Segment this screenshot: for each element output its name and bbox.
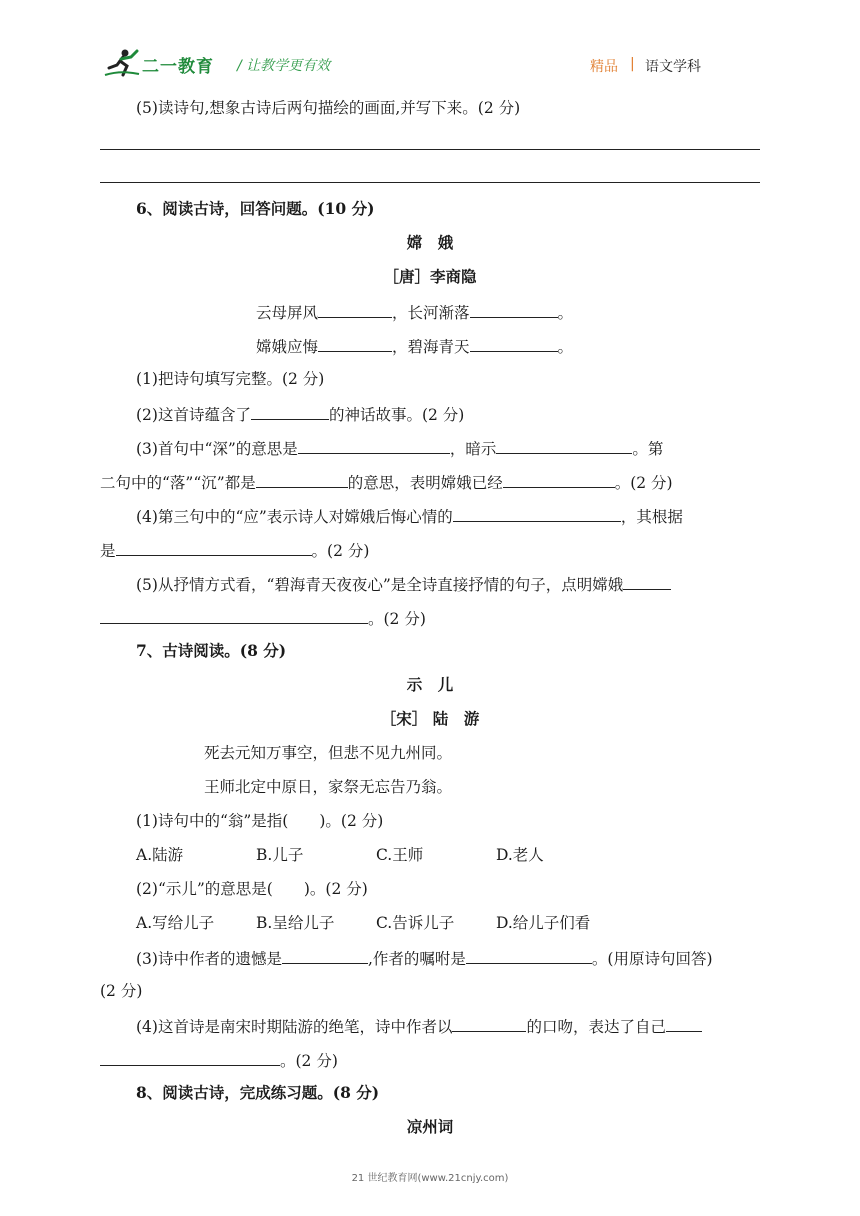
prev-q-item5: (5)读诗句,想象古诗后两句描绘的画面,并写下来。(2 分) bbox=[136, 99, 521, 117]
q6-line2-part-b: ，碧海青天 bbox=[392, 338, 470, 356]
q6-sub4-part-c: 是 bbox=[100, 542, 116, 560]
q7-sub3-blank-2[interactable] bbox=[466, 947, 592, 964]
q6-sub5-part-b: 。(2 分) bbox=[368, 610, 426, 628]
q7-poem-title: 示 儿 bbox=[406, 675, 454, 694]
q7-sub2-option-c[interactable]: C.告诉儿子 bbox=[376, 914, 455, 932]
q6-sub4-blank-2[interactable] bbox=[116, 539, 312, 556]
q6-line1-part-a: 云母屏风 bbox=[256, 304, 319, 322]
q6-title: 6、阅读古诗，回答问题。(10 分) bbox=[136, 199, 375, 218]
q6-sub5-blank-2[interactable] bbox=[100, 607, 368, 624]
q6-sub5-part-a: (5)从抒情方式看，“碧海青天夜夜心”是全诗直接抒情的句子，点明嫦娥 bbox=[136, 576, 624, 594]
q6-sub3-part-a: (3)首句中“深”的意思是 bbox=[136, 440, 298, 458]
q7-sub1-option-d[interactable]: D.老人 bbox=[496, 846, 544, 864]
q7-sub2-option-b[interactable]: B.呈给儿子 bbox=[256, 914, 335, 932]
q7-sub2-option-d[interactable]: D.给儿子们看 bbox=[496, 914, 591, 932]
answer-line-1[interactable] bbox=[100, 149, 760, 150]
q7-sub1-option-a[interactable]: A.陆游 bbox=[136, 846, 184, 864]
q7-sub3-part-b: ,作者的嘱咐是 bbox=[367, 950, 466, 968]
q6-sub2 bbox=[136, 403, 464, 425]
q6-sub2-blank[interactable] bbox=[251, 403, 329, 420]
slogan: / 让教学更有效 bbox=[237, 58, 331, 74]
q6-sub4-line2 bbox=[100, 539, 369, 561]
q6-line1-part-c: 。 bbox=[557, 304, 574, 322]
q6-poem-line1 bbox=[256, 301, 573, 323]
q6-line1-blank-2[interactable] bbox=[470, 301, 558, 318]
q7-sub3-blank-1[interactable] bbox=[282, 947, 368, 964]
q7-sub4-blank-1[interactable] bbox=[452, 1015, 526, 1032]
tag-jingpin: 精品 bbox=[590, 59, 618, 75]
q6-poem-author: ［唐］李商隐 bbox=[383, 267, 477, 286]
q6-sub4-blank-1[interactable] bbox=[453, 505, 621, 522]
answer-line-2[interactable] bbox=[100, 182, 760, 183]
q7-sub4-part-a: (4)这首诗是南宋时期陆游的绝笔，诗中作者以 bbox=[136, 1018, 453, 1036]
q6-sub3-part-b: ，暗示 bbox=[449, 440, 497, 458]
q6-sub4-part-b: ，其根据 bbox=[620, 508, 683, 526]
page-footer: 21 世纪教育网(www.21cnjy.com) bbox=[351, 1173, 509, 1184]
q6-sub3-part-e: 的意思，表明嫦娥已经 bbox=[347, 474, 503, 492]
logo-text: 二一教育 bbox=[142, 57, 214, 77]
q6-sub3-part-f: 。(2 分) bbox=[614, 474, 673, 492]
q6-sub3-blank-4[interactable] bbox=[503, 471, 615, 488]
q6-sub3-line2 bbox=[100, 471, 673, 493]
q6-sub5-line1 bbox=[136, 573, 671, 595]
q7-sub2-option-a[interactable]: A.写给儿子 bbox=[136, 914, 215, 932]
q6-sub3-blank-3[interactable] bbox=[256, 471, 348, 488]
q6-line2-part-a: 嫦娥应悔 bbox=[256, 338, 319, 356]
q7-sub3-part-a: (3)诗中作者的遗憾是 bbox=[136, 950, 282, 968]
q6-sub3-blank-1[interactable] bbox=[298, 437, 450, 454]
q7-sub4-part-b: 的口吻，表达了自己 bbox=[526, 1018, 666, 1036]
q7-sub4-blank-2[interactable] bbox=[666, 1015, 702, 1032]
q7-sub3-part-c: 。(用原诗句回答) bbox=[591, 950, 713, 968]
runner-logo-icon bbox=[103, 48, 143, 78]
q7-sub3-line2: (2 分) bbox=[100, 982, 143, 1000]
q6-line2-part-c: 。 bbox=[557, 338, 574, 356]
q7-poem-author: ［宋］ 陆 游 bbox=[380, 709, 480, 728]
q6-sub4-part-a: (4)第三句中的“应”表示诗人对嫦娥后悔心情的 bbox=[136, 508, 453, 526]
q7-sub4-line2 bbox=[100, 1049, 338, 1071]
q6-sub5-line2 bbox=[100, 607, 426, 629]
q6-sub3-part-d: 二句中的“落”“沉”都是 bbox=[100, 474, 256, 492]
q6-poem-line2 bbox=[256, 335, 573, 357]
q7-title: 7、古诗阅读。(8 分) bbox=[136, 641, 287, 660]
q7-sub4-blank-3[interactable] bbox=[100, 1049, 280, 1066]
q6-line2-blank-2[interactable] bbox=[470, 335, 558, 352]
header-separator: | bbox=[630, 56, 635, 72]
q6-line1-blank-1[interactable] bbox=[318, 301, 392, 318]
q6-sub5-blank-1[interactable] bbox=[623, 573, 671, 590]
q6-sub3-part-c: 。第 bbox=[632, 440, 664, 458]
q6-sub4-line1 bbox=[136, 505, 683, 527]
q6-sub2-part-b: 的神话故事。(2 分) bbox=[328, 406, 465, 424]
q6-line1-part-b: ，长河渐落 bbox=[392, 304, 470, 322]
q7-sub4-line1 bbox=[136, 1015, 702, 1037]
q6-line2-blank-1[interactable] bbox=[318, 335, 392, 352]
q7-sub1: (1)诗句中的“翁”是指( )。(2 分) bbox=[136, 812, 384, 830]
q8-title: 8、阅读古诗，完成练习题。(8 分) bbox=[136, 1083, 380, 1102]
q6-sub3-line1 bbox=[136, 437, 663, 459]
q8-poem-title: 凉州词 bbox=[406, 1117, 454, 1136]
q7-sub3-line1 bbox=[136, 947, 713, 969]
q7-sub2: (2)“示儿”的意思是( )。(2 分) bbox=[136, 880, 368, 898]
q7-sub4-part-c: 。(2 分) bbox=[280, 1052, 338, 1070]
tag-subject: 语文学科 bbox=[645, 59, 701, 75]
q6-sub1: (1)把诗句填写完整。(2 分) bbox=[136, 370, 325, 388]
q6-sub3-blank-2[interactable] bbox=[496, 437, 632, 454]
q7-poem-line1: 死去元知万事空，但悲不见九州同。 bbox=[204, 744, 453, 762]
q7-sub1-option-b[interactable]: B.儿子 bbox=[256, 846, 304, 864]
q6-sub4-part-d: 。(2 分) bbox=[311, 542, 370, 560]
q6-sub2-part-a: (2)这首诗蕴含了 bbox=[136, 406, 251, 424]
q6-poem-title: 嫦 娥 bbox=[406, 233, 454, 252]
q7-poem-line2: 王师北定中原日，家祭无忘告乃翁。 bbox=[204, 778, 453, 796]
q7-sub1-option-c[interactable]: C.王师 bbox=[376, 846, 424, 864]
